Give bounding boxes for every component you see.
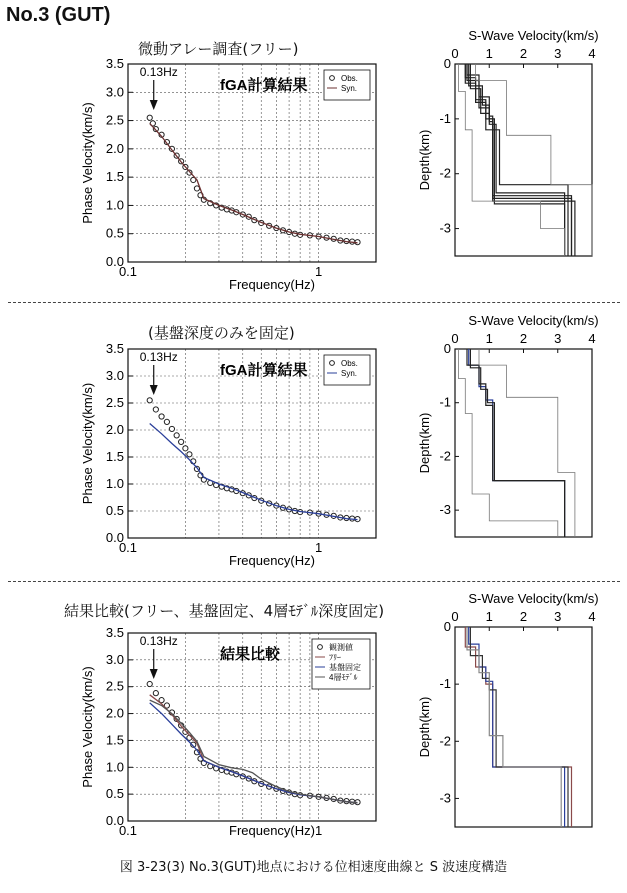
y-tick-label: 2.5 bbox=[105, 112, 124, 128]
y-tick-label: 1.5 bbox=[105, 169, 124, 185]
y-tick-label: 2.5 bbox=[105, 678, 124, 694]
y-tick-label: 3.0 bbox=[105, 368, 124, 383]
y-axis-label: Depth(km) bbox=[417, 412, 432, 474]
y-tick-label: 0.5 bbox=[105, 503, 124, 518]
y-tick-label: -3 bbox=[439, 502, 451, 518]
panel-label: fGA計算結果 bbox=[220, 77, 308, 94]
y-tick-label: -2 bbox=[439, 448, 451, 464]
x-tick-label: 0.1 bbox=[118, 540, 138, 555]
y-tick-label: 0.5 bbox=[105, 225, 124, 241]
x-tick-label: 1 bbox=[315, 264, 323, 279]
y-axis-label: Phase Velocity(km/s) bbox=[80, 102, 95, 224]
y-tick-label: -1 bbox=[439, 676, 451, 692]
legend-entry: Syn. bbox=[341, 84, 358, 93]
x-tick-label: 4 bbox=[588, 331, 596, 346]
panel-label: 結果比較 bbox=[220, 646, 281, 663]
y-tick-label: 0.0 bbox=[105, 254, 124, 269]
arrow-label: 0.13Hz bbox=[139, 634, 178, 648]
legend-entry: ﾌﾘｰ bbox=[329, 653, 341, 662]
x-axis-label: Frequency(Hz) bbox=[229, 823, 315, 838]
y-tick-label: -2 bbox=[439, 733, 451, 749]
y-tick-label: 3.5 bbox=[105, 341, 124, 356]
x-tick-label: 0 bbox=[451, 609, 459, 624]
y-tick-label: -2 bbox=[439, 165, 451, 181]
y-tick-label: 0.0 bbox=[105, 530, 124, 545]
y-tick-label: 1.5 bbox=[105, 732, 124, 748]
y-tick-label: 3.5 bbox=[105, 625, 124, 640]
x-tick-label: 0.1 bbox=[118, 264, 138, 279]
x-axis-label: Frequency(Hz) bbox=[229, 553, 315, 568]
y-axis-label: Depth(km) bbox=[417, 129, 432, 191]
y-tick-label: 0 bbox=[443, 56, 451, 71]
y-tick-label: 3.0 bbox=[105, 651, 124, 667]
y-tick-label: 3.5 bbox=[105, 56, 124, 71]
x-tick-label: 0 bbox=[451, 46, 459, 61]
y-tick-label: 1.5 bbox=[105, 449, 124, 464]
page-title: No.3 (GUT) bbox=[6, 4, 111, 26]
x-tick-label: 3 bbox=[554, 331, 562, 346]
section-3-heading: 結果比較(フリー、基盤固定、4層ﾓﾃﾞﾙ深度固定) bbox=[64, 602, 385, 620]
x-tick-label: 0.1 bbox=[118, 823, 138, 838]
velocity-model-line bbox=[470, 627, 568, 827]
y-tick-label: 2.0 bbox=[105, 140, 124, 156]
velocity-model-line bbox=[465, 627, 571, 827]
y-tick-label: 0 bbox=[443, 341, 451, 356]
y-tick-label: -1 bbox=[439, 110, 451, 126]
y-axis-label: Phase Velocity(km/s) bbox=[80, 382, 95, 505]
y-tick-label: -3 bbox=[439, 790, 451, 806]
x-axis-label: Frequency(Hz) bbox=[229, 277, 315, 292]
y-tick-label: 0 bbox=[443, 619, 451, 634]
y-axis-label: Phase Velocity(km/s) bbox=[80, 666, 95, 788]
legend-entry: 観測値 bbox=[329, 643, 353, 652]
panel-label: fGA計算結果 bbox=[220, 362, 308, 379]
x-tick-label: 2 bbox=[519, 331, 528, 346]
profile-title: S-Wave Velocity(km/s) bbox=[468, 591, 599, 606]
y-tick-label: 2.5 bbox=[105, 395, 124, 410]
profile-title: S-Wave Velocity(km/s) bbox=[468, 313, 599, 328]
x-tick-label: 2 bbox=[519, 46, 528, 61]
arrow-label: 0.13Hz bbox=[139, 350, 178, 364]
y-axis-label: Depth(km) bbox=[417, 696, 432, 758]
x-tick-label: 3 bbox=[554, 46, 562, 61]
figure-caption: 図 3-23(3) No.3(GUT)地点における位相速度曲線と S 波速度構造 bbox=[119, 860, 508, 875]
x-tick-label: 0 bbox=[451, 331, 459, 346]
x-tick-label: 1 bbox=[485, 609, 493, 624]
y-tick-label: -1 bbox=[439, 394, 451, 410]
y-tick-label: 1.0 bbox=[105, 197, 124, 213]
profile-title: S-Wave Velocity(km/s) bbox=[468, 28, 599, 43]
y-tick-label: 3.0 bbox=[105, 84, 124, 100]
legend-entry: 基盤固定 bbox=[329, 663, 361, 672]
legend-entry: 4層ﾓﾃﾞﾙ bbox=[329, 673, 358, 682]
x-tick-label: 2 bbox=[519, 609, 528, 624]
x-tick-label: 1 bbox=[485, 331, 493, 346]
section-1-heading: 微動アレー調査(フリー) bbox=[138, 40, 299, 58]
x-tick-label: 1 bbox=[315, 540, 323, 555]
legend-entry: Obs. bbox=[341, 74, 358, 83]
x-tick-label: 1 bbox=[485, 46, 493, 61]
x-tick-label: 1 bbox=[315, 823, 323, 838]
section-2-heading: (基盤深度のみを固定) bbox=[148, 324, 295, 342]
y-tick-label: 2.0 bbox=[105, 705, 124, 721]
x-tick-label: 4 bbox=[588, 609, 596, 624]
y-tick-label: 0.5 bbox=[105, 786, 124, 802]
x-tick-label: 4 bbox=[588, 46, 596, 61]
x-tick-label: 3 bbox=[554, 609, 562, 624]
y-tick-label: 2.0 bbox=[105, 422, 124, 437]
y-tick-label: 1.0 bbox=[105, 476, 124, 491]
velocity-model-line bbox=[467, 627, 561, 827]
y-tick-label: 0.0 bbox=[105, 813, 124, 828]
legend-entry: Syn. bbox=[341, 369, 358, 378]
legend-entry: Obs. bbox=[341, 359, 358, 368]
velocity-model-line bbox=[469, 627, 565, 827]
arrow-label: 0.13Hz bbox=[139, 65, 178, 79]
y-tick-label: -3 bbox=[439, 220, 451, 236]
y-tick-label: 1.0 bbox=[105, 759, 124, 775]
